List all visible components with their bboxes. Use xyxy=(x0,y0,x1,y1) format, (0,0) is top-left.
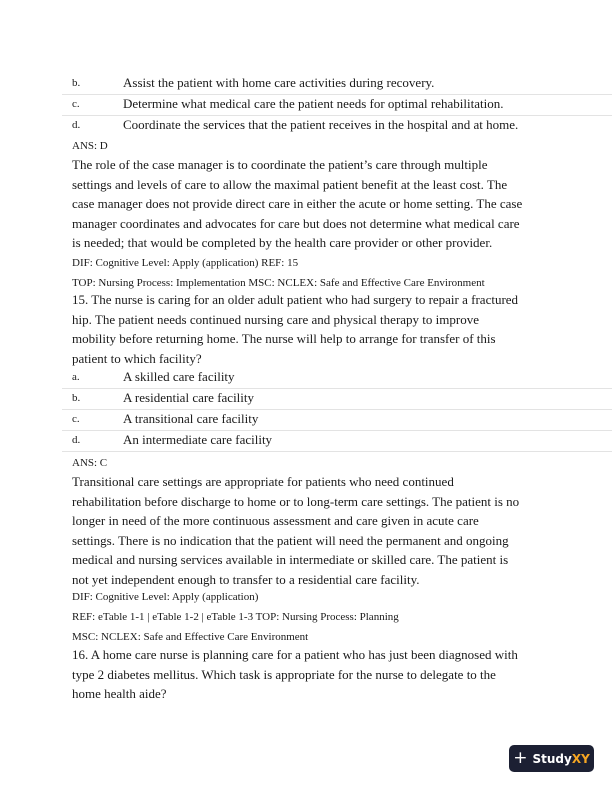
stem-line: hip. The patient needs continued nursing care and physical therapy to improve xyxy=(72,311,479,327)
rationale-line: rehabilitation before discharge to home or to long-term care settings. The patient is no xyxy=(72,493,520,509)
q15-rationale xyxy=(72,472,552,589)
q14-meta-difficulty: DIF: Cognitive Level: Apply (application) REF: 15 xyxy=(72,257,299,269)
q15-stem xyxy=(72,290,552,368)
stem-line: patient to which facility? xyxy=(72,350,202,366)
q15-option-c xyxy=(62,409,612,431)
option-text: An intermediate care facility xyxy=(123,432,273,447)
q15-answer: ANS: C xyxy=(72,457,108,469)
rationale-line: settings and levels of care to allow the maximal patient benefit at the least cost. The xyxy=(72,176,508,192)
q14-option-c xyxy=(62,94,612,116)
plus-icon: + xyxy=(513,748,528,768)
option-letter: b. xyxy=(72,392,81,404)
rationale-line: Transitional care settings are appropriate for patients who need continued xyxy=(72,474,454,489)
option-text: Coordinate the services that the patient receives in the hospital and at home. xyxy=(123,117,519,132)
option-text: Assist the patient with home care activities during recovery. xyxy=(123,75,435,90)
stem-line: type 2 diabetes mellitus. Which task is appropriate for the nurse to delegate to the xyxy=(72,666,496,682)
option-letter: d. xyxy=(72,119,81,131)
option-letter: d. xyxy=(72,434,81,446)
rationale-line: longer in need of the more continuous assessment and care given in acute care xyxy=(72,513,479,528)
option-text: A transitional care facility xyxy=(123,411,259,426)
option-letter: c. xyxy=(72,413,80,425)
stem-line: mobility before returning home. The nurse will help to arrange for transfer of this xyxy=(72,331,496,346)
rationale-line: manager coordinates and advocates for care but does not determine what medical care xyxy=(72,215,520,231)
studyxy-logo[interactable] xyxy=(509,745,594,772)
q14-answer: ANS: D xyxy=(72,140,108,152)
option-text: A skilled care facility xyxy=(123,369,235,384)
q15-option-b xyxy=(62,388,612,410)
q14-option-b xyxy=(62,73,612,95)
option-text: Determine what medical care the patient needs for optimal rehabilitation. xyxy=(123,96,504,111)
q16-stem xyxy=(72,645,552,704)
q15-meta-reference: REF: eTable 1-1 | eTable 1-2 | eTable 1-3 TOP: Nursing Process: Planning xyxy=(72,611,399,623)
option-letter: c. xyxy=(72,98,80,110)
rationale-line: medical and nursing services available in intermediate or skilled care. The patient is xyxy=(72,552,509,567)
brand-accent: XY xyxy=(571,751,590,766)
rationale-line: not yet independent enough to transfer to a residential care facility. xyxy=(72,571,420,587)
q14-meta-topic: TOP: Nursing Process: Implementation MSC: NCLEX: Safe and Effective Care Environment xyxy=(72,277,485,289)
q15-meta-category: MSC: NCLEX: Safe and Effective Care Environment xyxy=(72,631,309,643)
q14-rationale xyxy=(72,155,552,253)
brand-word: Study xyxy=(532,751,572,766)
rationale-line: The role of the case manager is to coordinate the patient’s care through multiple xyxy=(72,157,488,172)
stem-line: home health aide? xyxy=(72,686,167,701)
option-letter: a. xyxy=(72,371,80,383)
rationale-line: is needed; that would be completed by the health care provider or other provider. xyxy=(72,235,493,250)
rationale-line: case manager does not provide direct care in either the acute or home setting. The case xyxy=(72,196,523,211)
option-letter: b. xyxy=(72,77,81,89)
q15-option-d xyxy=(62,430,612,452)
q14-option-d xyxy=(62,115,612,136)
q15-option-a xyxy=(62,367,612,389)
option-text: A residential care facility xyxy=(123,390,255,405)
stem-line: 15. The nurse is caring for an older adult patient who had surgery to repair a fractured xyxy=(72,292,519,307)
rationale-line: settings. There is no indication that the patient will need the permanent and ongoing xyxy=(72,532,509,548)
q15-meta-difficulty: DIF: Cognitive Level: Apply (application) xyxy=(72,591,259,603)
stem-line: 16. A home care nurse is planning care for a patient who has just been diagnosed with xyxy=(72,647,518,662)
